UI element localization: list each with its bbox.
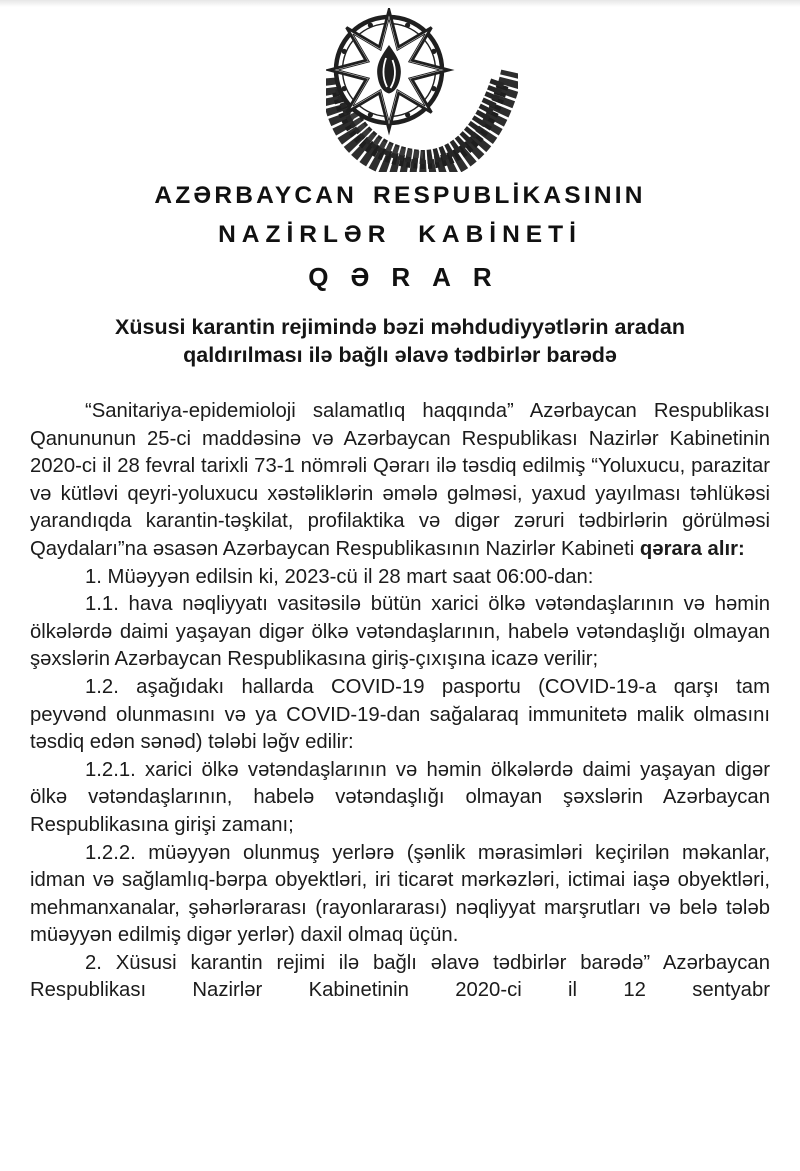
decree-title-line-1: Xüsusi karantin rejimində bəzi məhdudiyyətlərin aradan bbox=[115, 315, 685, 339]
authority-line-1: AZƏRBAYCAN RESPUBLİKASININ bbox=[154, 182, 646, 209]
paragraph-clause-1: 1. Müəyyən edilsin ki, 2023-cü il 28 mart saat 06:00-dan: bbox=[85, 565, 594, 588]
paragraph-clause-1-2-2: 1.2.2. müəyyən olunmuş yerlərə (şənlik mərasimləri keçirilən məkanlar, idman və sağlamlıq-bərpa obyektləri, iri ticarət mərkəzləri, ictimai iaşə obyektləri, mehmanxanalar, şəhərlərarası (rayonlararası) nəqliyyat marşrutları və belə tələb müəyyən edilmiş digər yerlər) daxil olmaq üçün. bbox=[30, 841, 770, 947]
authority-line-2: NAZİRLƏR KABİNETİ bbox=[218, 221, 582, 248]
paragraph-clause-1-1: 1.1. hava nəqliyyatı vasitəsilə bütün xarici ölkə vətəndaşlarının və həmin ölkələrdə daimi yaşayan digər ölkə vətəndaşlarının, habelə vətəndaşlığı olmayan şəxslərin Azərbaycan Respublikasına giriş-çıxışına icazə verilir; bbox=[30, 593, 770, 671]
issuing-authority-heading bbox=[0, 182, 800, 249]
paragraph-clause-1-2-1: 1.2.1. xarici ölkə vətəndaşlarının və həmin ölkələrdə daimi yaşayan digər ölkə vətəndaşlarının, habelə vətəndaşlığı olmayan şəxslərin Azərbaycan Respublikasına girişi zamanı; bbox=[30, 758, 770, 836]
paragraph-clause-2: 2. Xüsusi karantin rejimi ilə bağlı əlavə tədbirlər barədə” Azərbaycan Respublikası Nazirlər Kabinetinin 2020-ci il 12 sentyabr bbox=[30, 951, 770, 1002]
paragraph-preamble bbox=[30, 398, 770, 564]
preamble-text: “Sanitariya-epidemioloji salamatlıq haqqında” Azərbaycan Respublikası Qanununun 25-ci maddəsinə və Azərbaycan Respublikası Nazirlər Kabinetinin 2020-ci il 28 fevral tarixli 73-1 nömrəli Qərarı ilə təsdiq edilmiş “Yoluxucu, parazitar və kütləvi qeyri-yoluxucu xəstəliklərin əmələ gəlməsi, yaxud yayılması təhlükəsi yarandıqda karantin-təşkilat, profilaktika və digər zəruri tədbirlərin görülməsi Qaydaları”na əsasən Azərbaycan Respublikasının Nazirlər Kabineti bbox=[30, 400, 770, 560]
decree-body bbox=[30, 398, 770, 1005]
paragraph-clause-1-2: 1.2. aşağıdakı hallarda COVID-19 pasportu (COVID-19-a qarşı tam peyvənd olunmasını və ya COVID-19-dan sağalaraq immunitetə malik olmasını təsdiq edən sənəd) tələbi ləğv edilir: bbox=[30, 675, 770, 754]
azerbaijan-coat-of-arms-icon bbox=[326, 8, 518, 172]
decree-title bbox=[0, 314, 800, 369]
decree-title-line-2: qaldırılması ilə bağlı əlavə tədbirlər barədə bbox=[183, 342, 617, 367]
document-type-heading: QƏRAR bbox=[308, 262, 514, 292]
preamble-resolution-phrase: qərara alır: bbox=[639, 537, 745, 560]
